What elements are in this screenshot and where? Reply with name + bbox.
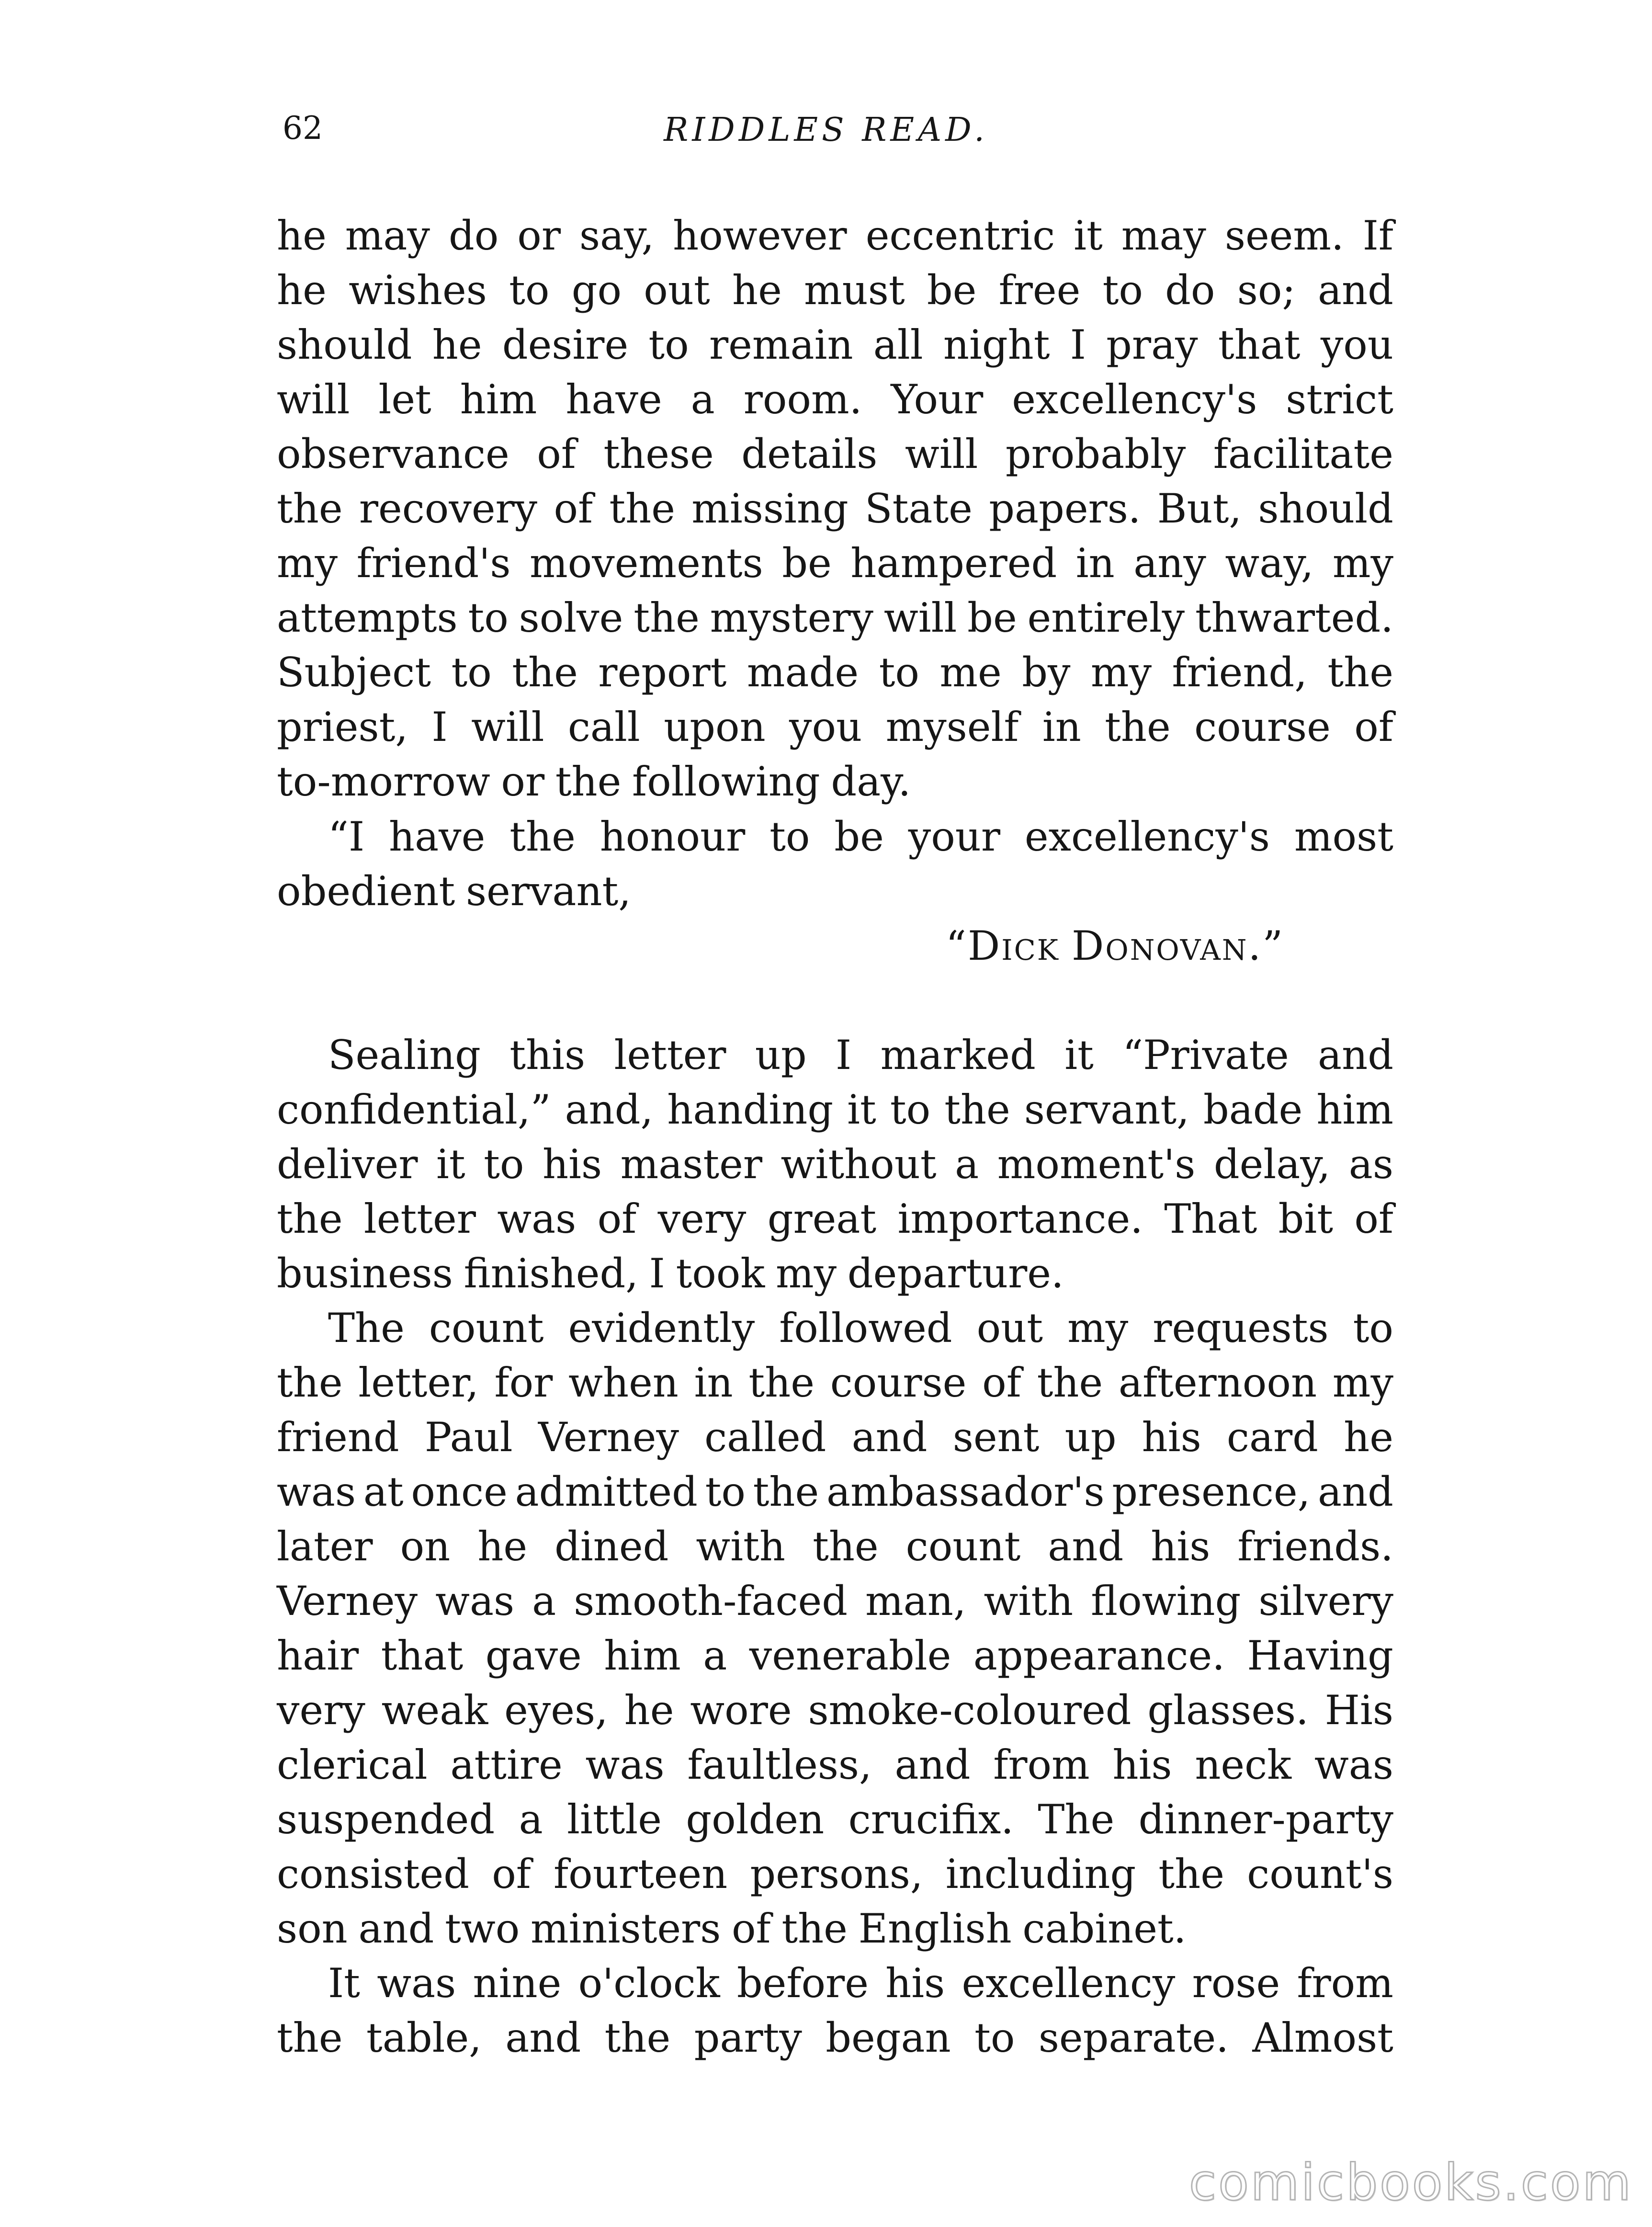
text-line: Sealing this letter up I marked it “Private and <box>328 1032 1393 1079</box>
text-line: should he desire to remain all night I pray that you <box>277 321 1393 368</box>
text-line: friend Paul Verney called and sent up his card he <box>277 1414 1393 1461</box>
text-line: It was nine o'clock before his excellency rose from <box>328 1960 1393 2007</box>
signature-line: “Dick Donovan.” <box>946 922 1285 969</box>
text-line: business finished, I took my departure. <box>277 1250 1064 1297</box>
text-line: consisted of fourteen persons, including the count's <box>277 1851 1393 1897</box>
text-line: “I have the honour to be your excellency's most <box>328 813 1393 860</box>
text-line: son and two ministers of the English cabinet. <box>277 1905 1187 1952</box>
text-line: clerical attire was faultless, and from his neck was <box>277 1741 1393 1788</box>
text-line: suspended a little golden crucifix. The dinner-party <box>277 1796 1393 1843</box>
text-line: the table, and the party began to separate. Almost <box>277 2014 1393 2061</box>
text-line: observance of these details will probably facilitate <box>277 431 1393 477</box>
text-line: confidential,” and, handing it to the servant, bade him <box>277 1086 1393 1133</box>
running-head: RIDDLES READ. <box>664 111 988 149</box>
text-line: he may do or say, however eccentric it may seem. If <box>277 212 1393 259</box>
text-line: Verney was a smooth-faced man, with flowing silvery <box>277 1578 1393 1625</box>
page-number: 62 <box>283 110 323 147</box>
text-line: my friend's movements be hampered in any way, my <box>277 540 1393 587</box>
text-line: he wishes to go out he must be free to do so; and <box>277 267 1393 314</box>
text-line: the letter, for when in the course of the afternoon my <box>277 1359 1393 1406</box>
text-line: priest, I will call upon you myself in the course of <box>277 704 1393 750</box>
text-line: deliver it to his master without a moment's delay, as <box>277 1141 1393 1188</box>
watermark-logo: comicbooks.com <box>1188 2153 1633 2212</box>
text-line: attempts to solve the mystery will be entirely thwarted. <box>277 594 1393 641</box>
text-line: very weak eyes, he wore smoke-coloured glasses. His <box>277 1687 1393 1734</box>
text-line: to-morrow or the following day. <box>277 758 911 805</box>
text-line: will let him have a room. Your excellency's strict <box>277 376 1393 423</box>
text-line: was at once admitted to the ambassador's presence, and <box>277 1468 1393 1515</box>
text-line: obedient servant, <box>277 868 632 915</box>
text-line: later on he dined with the count and his friends. <box>277 1523 1393 1570</box>
text-line: the recovery of the missing State papers. But, should <box>277 485 1393 532</box>
text-line: hair that gave him a venerable appearance. Having <box>277 1632 1393 1679</box>
text-line: Subject to the report made to me by my friend, the <box>277 649 1393 696</box>
text-line: the letter was of very great importance. That bit of <box>277 1195 1393 1242</box>
text-line: The count evidently followed out my requests to <box>328 1305 1393 1352</box>
